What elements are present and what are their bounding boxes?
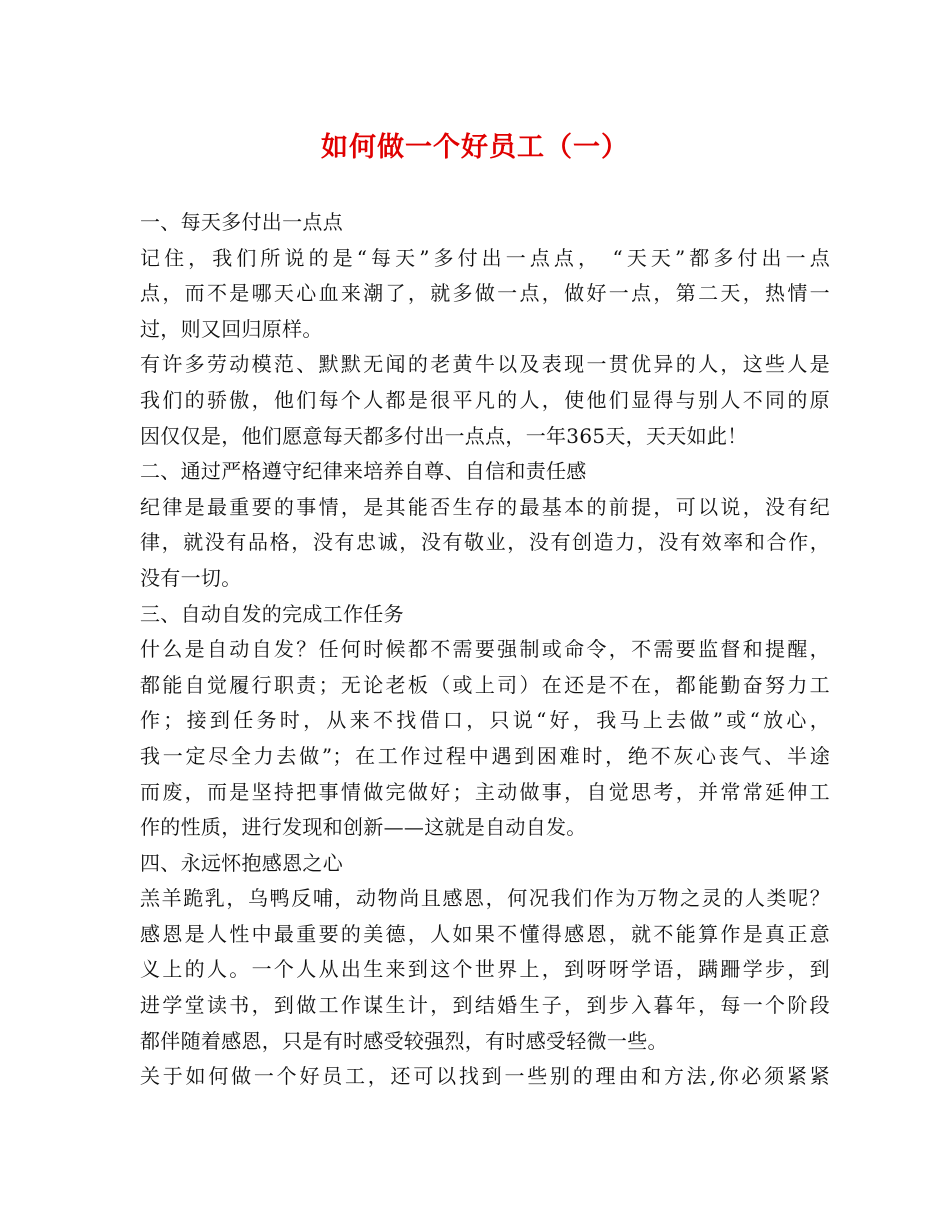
text-line: 四、永远怀抱感恩之心 [140, 850, 343, 875]
text-line: 而废，而是坚持把事情做完做好；主动做事，自觉思考，并常常延伸工 [140, 779, 830, 804]
text-line: 有许多劳动模范、默默无闻的老黄牛以及表现一贯优异的人，这些人是 [140, 352, 830, 377]
text-line: 因仅仅是，他们愿意每天都多付出一点点，一年365天，天天如此！ [140, 423, 748, 448]
text-line: 律，就没有品格，没有忠诚，没有敬业，没有创造力，没有效率和合作， [140, 530, 830, 555]
text-line: 感恩是人性中最重要的美德，人如果不懂得感恩，就不能算作是真正意 [140, 921, 830, 946]
text-line: 点，而不是哪天心血来潮了，就多做一点，做好一点，第二天，热情一 [140, 281, 830, 306]
text-line: 义上的人。一个人从出生来到这个世界上，到呀呀学语，蹒跚学步，到 [140, 957, 830, 982]
document-body [140, 205, 830, 1095]
text-line: 过，则又回归原样。 [140, 316, 323, 341]
text-line: 都能自觉履行职责；无论老板（或上司）在还是不在，都能勤奋努力工 [140, 672, 830, 697]
document-title: 如何做一个好员工（一） [321, 132, 629, 163]
text-line: 我们的骄傲，他们每个人都是很平凡的人，使他们显得与别人不同的原 [140, 387, 830, 412]
text-line: 我一定尽全力去做”；在工作过程中遇到困难时，绝不灰心丧气、半途 [140, 743, 830, 768]
text-line: 三、自动自发的完成工作任务 [140, 601, 404, 626]
text-line: 都伴随着感恩，只是有时感受较强烈，有时感受轻微一些。 [140, 1028, 668, 1053]
text-line: 进学堂读书，到做工作谋生计，到结婚生子，到步入暮年，每一个阶段 [140, 993, 830, 1018]
text-line: 关于如何做一个好员工，还可以找到一些别的理由和方法,你必须紧紧 [140, 1064, 830, 1089]
text-line: 没有一切。 [140, 565, 242, 590]
text-line: 什么是自动自发？任何时候都不需要强制或命令，不需要监督和提醒， [140, 637, 830, 662]
text-line: 作的性质，进行发现和创新——这就是自动自发。 [140, 815, 587, 840]
text-line: 纪律是最重要的事情，是其能否生存的最基本的前提，可以说，没有纪 [140, 494, 830, 519]
text-line: 二、通过严格遵守纪律来培养自尊、自信和责任感 [140, 459, 587, 484]
text-line: 记住，我们所说的是“每天”多付出一点点， “天天”都多付出一点 [140, 245, 830, 270]
text-line: 羔羊跪乳，乌鸭反哺，动物尚且感恩，何况我们作为万物之灵的人类呢？ [140, 886, 830, 911]
text-line: 作；接到任务时，从来不找借口，只说“好，我马上去做”或“放心， [140, 708, 830, 733]
text-line: 一、每天多付出一点点 [140, 210, 343, 234]
